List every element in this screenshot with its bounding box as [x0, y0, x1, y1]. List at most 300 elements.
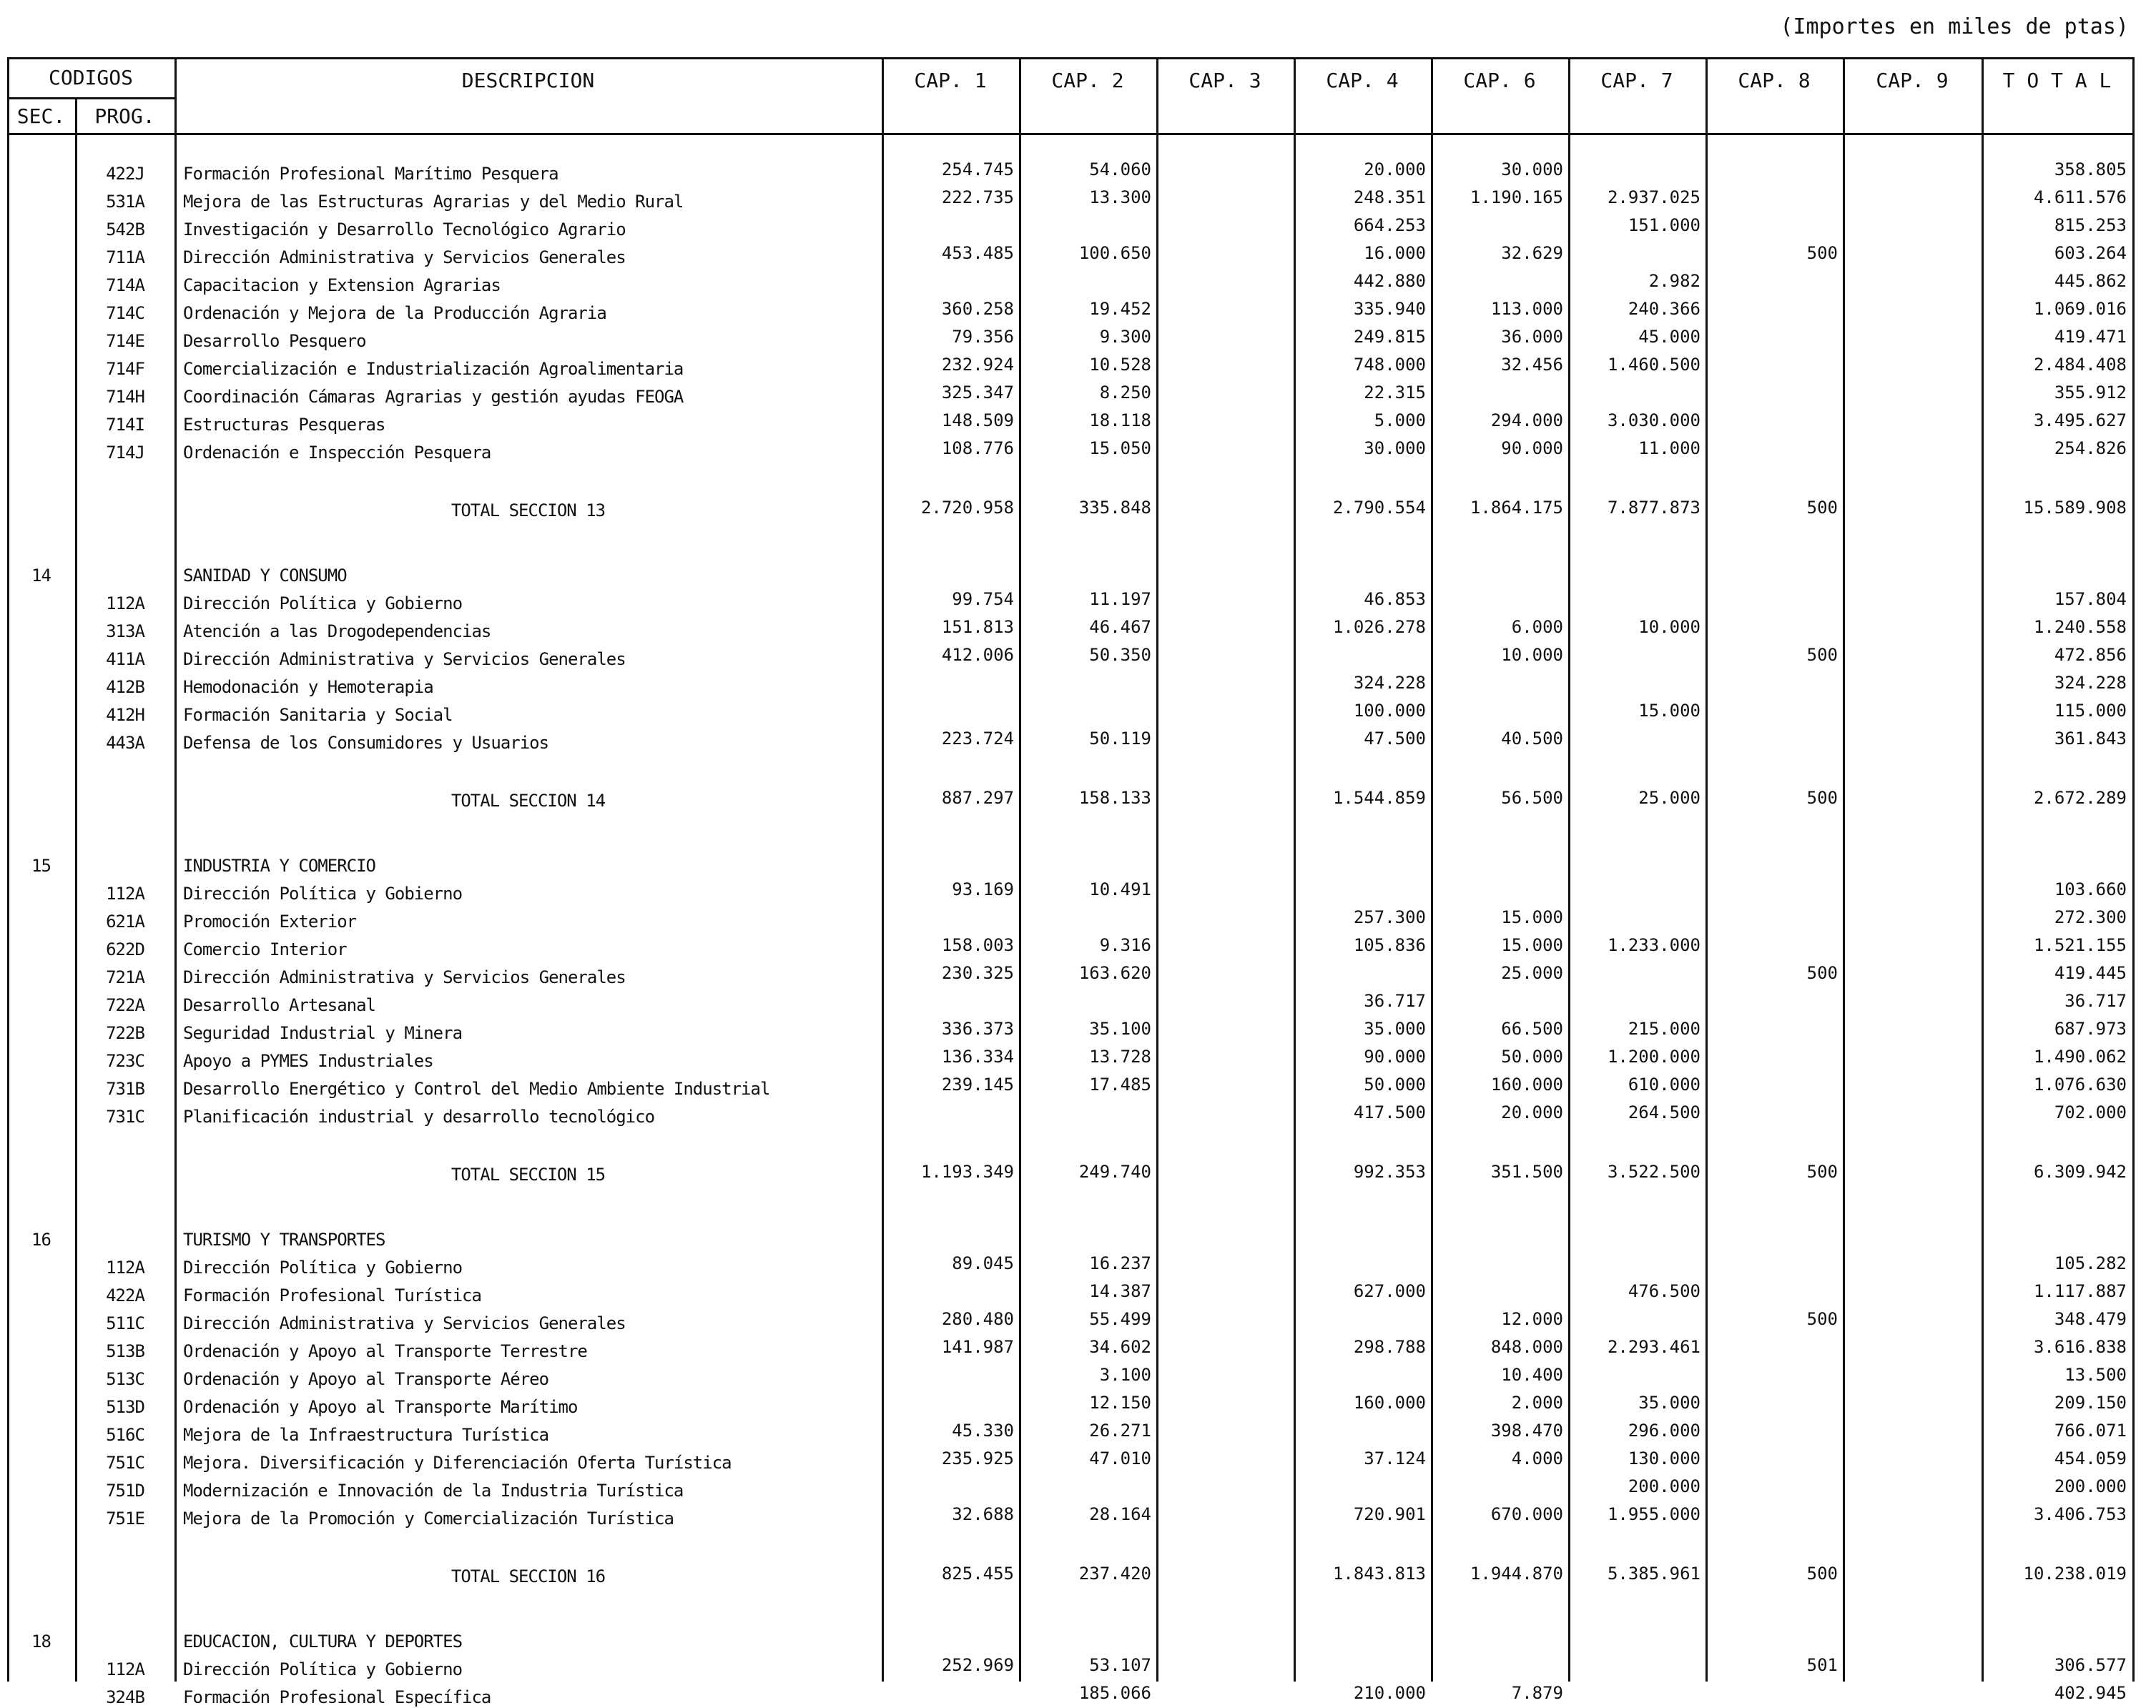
value-cap-1: 99.754: [952, 589, 1014, 609]
header-descripcion: DESCRIPCION: [461, 69, 595, 92]
value-total: 209.150: [2054, 1393, 2127, 1413]
header-prog: PROG.: [94, 104, 155, 128]
value-cap-2: 17.485: [1089, 1075, 1151, 1095]
program-description: EDUCACION, CULTURA Y DEPORTES: [183, 1632, 463, 1652]
value-cap-7: 476.500: [1628, 1281, 1700, 1301]
col-border: [75, 97, 77, 1682]
program-code: 513D: [106, 1397, 144, 1417]
value-cap-4: 36.717: [1364, 991, 1426, 1011]
value-cap-2: 26.271: [1089, 1421, 1151, 1441]
value-cap-8: 500: [1806, 963, 1838, 983]
value-cap-1: 232.924: [941, 355, 1014, 375]
value-cap-1: 230.325: [941, 963, 1014, 983]
value-cap-7: 3.030.000: [1607, 410, 1700, 430]
value-cap-1: 235.925: [941, 1448, 1014, 1468]
value-cap-1: 93.169: [952, 879, 1014, 899]
value-total: 36.717: [2064, 991, 2127, 1011]
value-cap-7: 15.000: [1638, 701, 1700, 721]
program-code: 722B: [106, 1023, 144, 1043]
program-code: 711A: [106, 247, 144, 267]
value-cap-4: 105.836: [1353, 935, 1426, 955]
value-cap-6: 56.500: [1501, 788, 1563, 808]
value-cap-4: 248.351: [1353, 187, 1426, 207]
program-description: Atención a las Drogodependencias: [183, 621, 491, 641]
program-description: Capacitacion y Extension Agrarias: [183, 275, 501, 295]
value-cap-2: 50.350: [1089, 645, 1151, 665]
program-code: 412B: [106, 677, 144, 697]
value-cap-7: 240.366: [1628, 299, 1700, 319]
value-total: 348.479: [2054, 1309, 2127, 1329]
header-cap-4: CAP. 4: [1326, 69, 1399, 92]
value-cap-2: 55.499: [1089, 1309, 1151, 1329]
value-cap-1: 453.485: [941, 243, 1014, 263]
program-code: 714J: [106, 443, 144, 463]
value-cap-7: 151.000: [1628, 215, 1700, 235]
value-cap-4: 442.880: [1353, 271, 1426, 291]
value-cap-2: 35.100: [1089, 1019, 1151, 1039]
col-border: [1294, 57, 1296, 1682]
value-cap-2: 54.060: [1089, 159, 1151, 179]
program-code: 751C: [106, 1453, 144, 1473]
program-code: 422A: [106, 1285, 144, 1305]
value-total: 419.471: [2054, 327, 2127, 347]
value-cap-6: 6.000: [1511, 617, 1563, 637]
program-code: 621A: [106, 912, 144, 932]
value-cap-7: 264.500: [1628, 1102, 1700, 1122]
value-cap-2: 15.050: [1089, 438, 1151, 458]
value-cap-6: 4.000: [1511, 1448, 1563, 1468]
value-cap-2: 12.150: [1089, 1393, 1151, 1413]
value-cap-1: 223.724: [941, 729, 1014, 749]
value-cap-4: 35.000: [1364, 1019, 1426, 1039]
value-cap-4: 47.500: [1364, 729, 1426, 749]
program-code: 112A: [106, 1659, 144, 1679]
header-cap-2: CAP. 2: [1051, 69, 1124, 92]
value-cap-4: 20.000: [1364, 159, 1426, 179]
header-cap-8: CAP. 8: [1738, 69, 1811, 92]
table-top-border: [7, 57, 2135, 59]
program-description: Dirección Administrativa y Servicios Generales: [183, 967, 626, 987]
value-cap-6: 30.000: [1501, 159, 1563, 179]
value-cap-7: 2.937.025: [1607, 187, 1700, 207]
program-code: 513B: [106, 1341, 144, 1361]
program-description: Planificación industrial y desarrollo tecnológico: [183, 1107, 655, 1127]
program-description: Dirección Administrativa y Servicios Generales: [183, 247, 626, 267]
program-description: Ordenación y Apoyo al Transporte Aéreo: [183, 1369, 549, 1389]
value-cap-8: 500: [1806, 498, 1838, 518]
program-code: 751E: [106, 1509, 144, 1529]
value-cap-2: 53.107: [1089, 1655, 1151, 1675]
value-cap-7: 200.000: [1628, 1476, 1700, 1496]
program-code: 422J: [106, 164, 144, 184]
value-cap-1: 325.347: [941, 382, 1014, 403]
value-cap-4: 37.124: [1364, 1448, 1426, 1468]
program-description: INDUSTRIA Y COMERCIO: [183, 856, 375, 876]
col-border: [1431, 57, 1433, 1682]
value-cap-4: 5.000: [1374, 410, 1426, 430]
value-total: 2.484.408: [2033, 355, 2127, 375]
header-codigos: CODIGOS: [48, 66, 133, 89]
value-cap-7: 10.000: [1638, 617, 1700, 637]
header-cap-3: CAP. 3: [1188, 69, 1261, 92]
program-code: 714F: [106, 359, 144, 379]
value-total: 687.973: [2054, 1019, 2127, 1039]
section-total-label: TOTAL SECCION 14: [451, 791, 606, 811]
program-description: Ordenación y Mejora de la Producción Agraria: [183, 303, 606, 323]
program-code: 443A: [106, 733, 144, 753]
value-total: 306.577: [2054, 1655, 2127, 1675]
value-total: 103.660: [2054, 879, 2127, 899]
program-description: Comercialización e Industrialización Agroalimentaria: [183, 359, 684, 379]
program-description: Ordenación e Inspección Pesquera: [183, 443, 491, 463]
value-total: 419.445: [2054, 963, 2127, 983]
program-description: Desarrollo Pesquero: [183, 331, 366, 351]
header-total: T O T A L: [2002, 69, 2112, 92]
section-total-label: TOTAL SECCION 13: [451, 500, 606, 520]
value-cap-7: 25.000: [1638, 788, 1700, 808]
value-cap-6: 351.500: [1490, 1162, 1563, 1182]
program-description: Apoyo a PYMES Industriales: [183, 1051, 433, 1071]
value-cap-2: 28.164: [1089, 1504, 1151, 1524]
program-code: 714C: [106, 303, 144, 323]
value-cap-1: 79.356: [952, 327, 1014, 347]
col-border: [882, 57, 884, 1682]
program-code: 516C: [106, 1425, 144, 1445]
value-cap-4: 100.000: [1353, 701, 1426, 721]
value-cap-1: 141.987: [941, 1337, 1014, 1357]
value-cap-8: 500: [1806, 788, 1838, 808]
program-description: Comercio Interior: [183, 939, 347, 959]
value-total: 115.000: [2054, 701, 2127, 721]
value-total: 6.309.942: [2033, 1162, 2127, 1182]
col-border: [1843, 57, 1845, 1682]
value-cap-7: 215.000: [1628, 1019, 1700, 1039]
value-cap-6: 90.000: [1501, 438, 1563, 458]
value-cap-4: 160.000: [1353, 1393, 1426, 1413]
program-code: 324B: [106, 1687, 144, 1707]
value-cap-8: 500: [1806, 1162, 1838, 1182]
amounts-unit-note: (Importes en miles de ptas): [1780, 14, 2129, 39]
value-cap-1: 239.145: [941, 1075, 1014, 1095]
value-cap-1: 887.297: [941, 788, 1014, 808]
value-total: 1.076.630: [2033, 1075, 2127, 1095]
value-cap-7: 35.000: [1638, 1393, 1700, 1413]
program-code: 714E: [106, 331, 144, 351]
value-cap-7: 2.982: [1648, 271, 1700, 291]
section-code: 14: [31, 566, 51, 586]
program-description: Defensa de los Consumidores y Usuarios: [183, 733, 549, 753]
value-cap-1: 412.006: [941, 645, 1014, 665]
program-code: 112A: [106, 593, 144, 613]
value-cap-4: 1.843.813: [1332, 1564, 1426, 1584]
value-cap-6: 36.000: [1501, 327, 1563, 347]
budget-table: [7, 57, 2135, 1707]
value-cap-2: 185.066: [1078, 1683, 1151, 1703]
program-code: 531A: [106, 192, 144, 212]
value-total: 3.616.838: [2033, 1337, 2127, 1357]
value-cap-4: 324.228: [1353, 673, 1426, 693]
col-border: [174, 57, 177, 1682]
program-description: Desarrollo Energético y Control del Medio Ambiente Industrial: [183, 1079, 770, 1099]
value-cap-4: 22.315: [1364, 382, 1426, 403]
value-cap-2: 18.118: [1089, 410, 1151, 430]
value-cap-6: 160.000: [1490, 1075, 1563, 1095]
value-cap-4: 298.788: [1353, 1337, 1426, 1357]
value-cap-6: 1.864.175: [1470, 498, 1563, 518]
value-cap-2: 13.300: [1089, 187, 1151, 207]
value-cap-4: 748.000: [1353, 355, 1426, 375]
col-border: [1982, 57, 1984, 1682]
value-cap-1: 280.480: [941, 1309, 1014, 1329]
program-description: TURISMO Y TRANSPORTES: [183, 1230, 385, 1250]
value-cap-1: 336.373: [941, 1019, 1014, 1039]
value-cap-4: 210.000: [1353, 1683, 1426, 1703]
header-bottom-border: [7, 133, 2135, 135]
program-description: Investigación y Desarrollo Tecnológico Agrario: [183, 219, 626, 240]
value-total: 105.282: [2054, 1253, 2127, 1273]
value-cap-2: 335.848: [1078, 498, 1151, 518]
program-code: 731B: [106, 1079, 144, 1099]
program-description: Dirección Política y Gobierno: [183, 1659, 463, 1679]
value-cap-2: 10.528: [1089, 355, 1151, 375]
value-cap-4: 1.544.859: [1332, 788, 1426, 808]
program-description: Formación Profesional Turística: [183, 1285, 481, 1305]
program-code: 731C: [106, 1107, 144, 1127]
value-cap-2: 158.133: [1078, 788, 1151, 808]
value-cap-2: 9.316: [1099, 935, 1151, 955]
header-cap-1: CAP. 1: [914, 69, 987, 92]
value-total: 254.826: [2054, 438, 2127, 458]
value-cap-1: 89.045: [952, 1253, 1014, 1273]
value-cap-4: 90.000: [1364, 1047, 1426, 1067]
value-cap-2: 50.119: [1089, 729, 1151, 749]
value-cap-7: 45.000: [1638, 327, 1700, 347]
col-border: [1568, 57, 1570, 1682]
header-cap-6: CAP. 6: [1463, 69, 1536, 92]
value-total: 1.240.558: [2033, 617, 2127, 637]
value-cap-6: 10.000: [1501, 645, 1563, 665]
value-total: 1.521.155: [2033, 935, 2127, 955]
value-cap-6: 66.500: [1501, 1019, 1563, 1039]
value-total: 200.000: [2054, 1476, 2127, 1496]
value-cap-6: 40.500: [1501, 729, 1563, 749]
program-description: Mejora de las Estructuras Agrarias y del Medio Rural: [183, 192, 684, 212]
value-total: 10.238.019: [2023, 1564, 2127, 1584]
value-cap-2: 46.467: [1089, 617, 1151, 637]
value-total: 15.589.908: [2023, 498, 2127, 518]
value-cap-8: 500: [1806, 645, 1838, 665]
value-cap-7: 1.200.000: [1607, 1047, 1700, 1067]
value-cap-6: 20.000: [1501, 1102, 1563, 1122]
program-description: Seguridad Industrial y Minera: [183, 1023, 463, 1043]
value-total: 324.228: [2054, 673, 2127, 693]
value-cap-1: 136.334: [941, 1047, 1014, 1067]
program-description: Dirección Política y Gobierno: [183, 1258, 463, 1278]
value-cap-6: 15.000: [1501, 935, 1563, 955]
program-code: 622D: [106, 939, 144, 959]
value-cap-2: 9.300: [1099, 327, 1151, 347]
value-cap-7: 7.877.873: [1607, 498, 1700, 518]
header-sec: SEC.: [16, 104, 66, 128]
value-total: 13.500: [2064, 1365, 2127, 1385]
program-description: Estructuras Pesqueras: [183, 415, 385, 435]
value-cap-6: 25.000: [1501, 963, 1563, 983]
value-cap-6: 294.000: [1490, 410, 1563, 430]
program-code: 714A: [106, 275, 144, 295]
program-description: Dirección Administrativa y Servicios Generales: [183, 649, 626, 669]
program-code: 411A: [106, 649, 144, 669]
program-code: 722A: [106, 995, 144, 1015]
value-cap-4: 1.026.278: [1332, 617, 1426, 637]
program-code: 751D: [106, 1481, 144, 1501]
program-code: 714I: [106, 415, 144, 435]
value-cap-7: 610.000: [1628, 1075, 1700, 1095]
codigos-divider: [7, 97, 174, 99]
value-cap-1: 158.003: [941, 935, 1014, 955]
section-code: 15: [31, 856, 51, 876]
value-cap-1: 2.720.958: [920, 498, 1014, 518]
col-border: [2132, 57, 2135, 1682]
col-border: [1019, 57, 1021, 1682]
value-total: 272.300: [2054, 907, 2127, 927]
value-cap-8: 500: [1806, 1309, 1838, 1329]
value-cap-4: 16.000: [1364, 243, 1426, 263]
value-cap-4: 992.353: [1353, 1162, 1426, 1182]
program-code: 723C: [106, 1051, 144, 1071]
value-cap-2: 47.010: [1089, 1448, 1151, 1468]
program-description: Ordenación y Apoyo al Transporte Terrestre: [183, 1341, 587, 1361]
program-description: Mejora. Diversificación y Diferenciación Oferta Turística: [183, 1453, 732, 1473]
col-border: [1156, 57, 1158, 1682]
value-total: 3.406.753: [2033, 1504, 2127, 1524]
value-cap-4: 2.790.554: [1332, 498, 1426, 518]
value-cap-4: 249.815: [1353, 327, 1426, 347]
value-cap-1: 45.330: [952, 1421, 1014, 1441]
value-cap-7: 11.000: [1638, 438, 1700, 458]
program-code: 542B: [106, 219, 144, 240]
value-cap-4: 30.000: [1364, 438, 1426, 458]
value-cap-2: 16.237: [1089, 1253, 1151, 1273]
value-cap-1: 252.969: [941, 1655, 1014, 1675]
value-cap-6: 1.190.165: [1470, 187, 1563, 207]
value-cap-2: 10.491: [1089, 879, 1151, 899]
value-cap-6: 32.629: [1501, 243, 1563, 263]
value-cap-4: 257.300: [1353, 907, 1426, 927]
value-cap-8: 501: [1806, 1655, 1838, 1675]
value-total: 472.856: [2054, 645, 2127, 665]
program-description: SANIDAD Y CONSUMO: [183, 566, 347, 586]
value-total: 402.945: [2054, 1683, 2127, 1703]
value-total: 766.071: [2054, 1421, 2127, 1441]
value-cap-1: 825.455: [941, 1564, 1014, 1584]
value-cap-4: 335.940: [1353, 299, 1426, 319]
program-description: Dirección Política y Gobierno: [183, 884, 463, 904]
value-cap-4: 664.253: [1353, 215, 1426, 235]
value-cap-7: 1.955.000: [1607, 1504, 1700, 1524]
program-description: Modernización e Innovación de la Industria Turística: [183, 1481, 684, 1501]
program-code: 313A: [106, 621, 144, 641]
value-cap-1: 360.258: [941, 299, 1014, 319]
value-cap-6: 113.000: [1490, 299, 1563, 319]
value-cap-2: 8.250: [1099, 382, 1151, 403]
section-total-label: TOTAL SECCION 15: [451, 1165, 606, 1185]
program-description: Dirección Política y Gobierno: [183, 593, 463, 613]
program-description: Dirección Administrativa y Servicios Generales: [183, 1313, 626, 1333]
value-cap-6: 10.400: [1501, 1365, 1563, 1385]
value-total: 815.253: [2054, 215, 2127, 235]
value-cap-6: 1.944.870: [1470, 1564, 1563, 1584]
header-cap-7: CAP. 7: [1600, 69, 1673, 92]
col-border: [1705, 57, 1708, 1682]
value-cap-6: 670.000: [1490, 1504, 1563, 1524]
value-cap-4: 417.500: [1353, 1102, 1426, 1122]
value-cap-8: 500: [1806, 243, 1838, 263]
value-total: 445.862: [2054, 271, 2127, 291]
value-cap-6: 50.000: [1501, 1047, 1563, 1067]
value-cap-6: 7.879: [1511, 1683, 1563, 1703]
program-description: Promoción Exterior: [183, 912, 357, 932]
value-total: 157.804: [2054, 589, 2127, 609]
value-cap-2: 163.620: [1078, 963, 1151, 983]
value-total: 3.495.627: [2033, 410, 2127, 430]
value-cap-4: 46.853: [1364, 589, 1426, 609]
value-cap-1: 254.745: [941, 159, 1014, 179]
value-cap-6: 2.000: [1511, 1393, 1563, 1413]
value-cap-7: 3.522.500: [1607, 1162, 1700, 1182]
program-code: 412H: [106, 705, 144, 725]
value-cap-6: 32.456: [1501, 355, 1563, 375]
program-description: Mejora de la Promoción y Comercialización Turística: [183, 1509, 674, 1529]
program-code: 112A: [106, 1258, 144, 1278]
value-total: 1.117.887: [2033, 1281, 2127, 1301]
value-total: 1.069.016: [2033, 299, 2127, 319]
value-cap-1: 151.813: [941, 617, 1014, 637]
value-total: 355.912: [2054, 382, 2127, 403]
value-cap-4: 720.901: [1353, 1504, 1426, 1524]
program-description: Desarrollo Artesanal: [183, 995, 375, 1015]
section-code: 16: [31, 1230, 51, 1250]
value-cap-2: 3.100: [1099, 1365, 1151, 1385]
value-cap-1: 108.776: [941, 438, 1014, 458]
value-cap-6: 398.470: [1490, 1421, 1563, 1441]
value-total: 4.611.576: [2033, 187, 2127, 207]
value-cap-4: 627.000: [1353, 1281, 1426, 1301]
section-total-label: TOTAL SECCION 16: [451, 1566, 606, 1586]
value-total: 1.490.062: [2033, 1047, 2127, 1067]
value-total: 358.805: [2054, 159, 2127, 179]
value-cap-7: 1.460.500: [1607, 355, 1700, 375]
value-cap-2: 34.602: [1089, 1337, 1151, 1357]
value-cap-7: 130.000: [1628, 1448, 1700, 1468]
value-cap-2: 237.420: [1078, 1564, 1151, 1584]
value-cap-6: 15.000: [1501, 907, 1563, 927]
value-cap-4: 50.000: [1364, 1075, 1426, 1095]
program-code: 721A: [106, 967, 144, 987]
header-cap-9: CAP. 9: [1876, 69, 1949, 92]
program-description: Mejora de la Infraestructura Turística: [183, 1425, 549, 1445]
program-description: Formación Profesional Específica: [183, 1687, 491, 1707]
value-cap-2: 11.197: [1089, 589, 1151, 609]
value-total: 603.264: [2054, 243, 2127, 263]
value-cap-1: 148.509: [941, 410, 1014, 430]
value-cap-2: 14.387: [1089, 1281, 1151, 1301]
value-cap-2: 13.728: [1089, 1047, 1151, 1067]
value-total: 2.672.289: [2033, 788, 2127, 808]
program-description: Coordinación Cámaras Agrarias y gestión ayudas FEOGA: [183, 387, 684, 407]
program-code: 511C: [106, 1313, 144, 1333]
program-code: 513C: [106, 1369, 144, 1389]
program-description: Hemodonación y Hemoterapia: [183, 677, 433, 697]
